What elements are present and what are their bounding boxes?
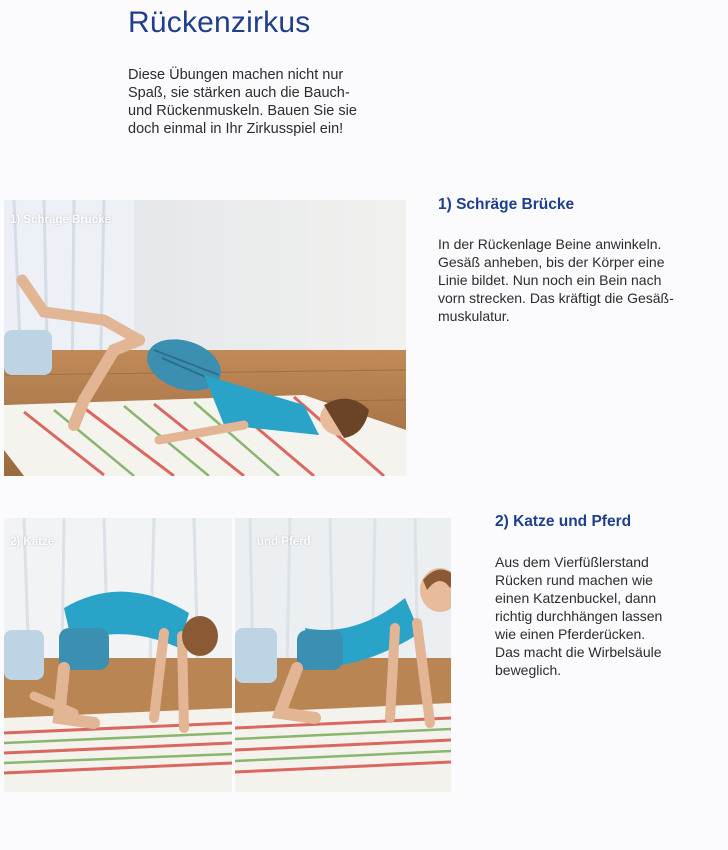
exercise2-line: Das macht die Wirbelsäule [495,644,662,660]
exercise2-text [495,553,662,679]
exercise1-line: Gesäß anheben, bis der Körper eine [438,254,665,270]
intro-line: Diese Übungen machen nicht nur [128,67,344,83]
intro-text [128,66,398,138]
horse-photo [235,518,451,792]
exercise1-line: Linie bildet. Nun noch ein Bein nach [438,272,662,288]
exercise1-line: muskulatur. [438,308,510,324]
exercise1-text [438,235,674,325]
horse-photo-caption: und Pferd [257,536,311,548]
exercise1-heading: 1) Schräge Brücke [438,196,575,213]
bridge-photo-caption: 1) Schräge Brücke [10,214,111,226]
exercise2-line: Rücken rund machen wie [495,572,653,588]
exercise2-line: Aus dem Vierfüßlerstand [495,554,649,570]
exercise2-line: beweglich. [495,662,562,678]
exercise2-line: einen Katzenbuckel, dann [495,590,657,606]
intro-line: Spaß, sie stärken auch die Bauch- [128,85,350,101]
exercise2-line: richtig durchhängen lassen [495,608,663,624]
intro-line: doch einmal in Ihr Zirkusspiel ein! [128,121,344,137]
exercise2-heading: 2) Katze und Pferd [495,513,632,530]
cat-photo [4,518,232,792]
exercise2-line: wie einen Pferderücken. [495,626,646,642]
exercise1-line: In der Rückenlage Beine anwinkeln. [438,236,662,252]
cat-photo-caption: 2) Katze [10,536,55,548]
exercise1-line: vorn strecken. Das kräftigt die Gesäß- [438,290,674,306]
page-title: Rückenzirkus [128,6,311,39]
intro-line: und Rückenmuskeln. Bauen Sie sie [128,103,357,119]
bridge-photo [4,200,406,476]
